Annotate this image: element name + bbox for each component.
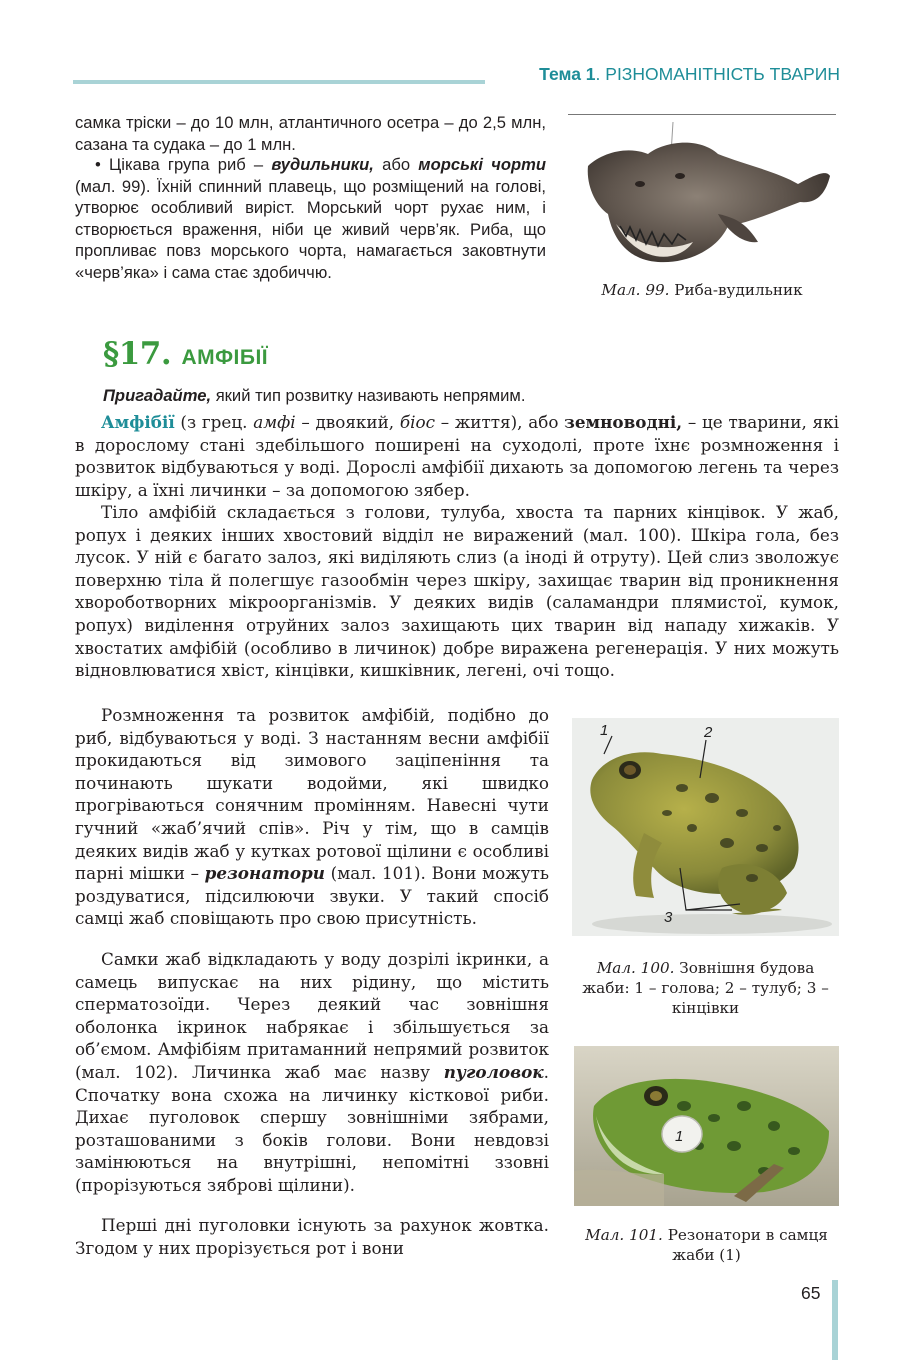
paragraph-text: (мал. 101). Вони можуть роздуватися, підсилюючи звуки. У такий спосіб самці жаб сповіщають про свою присутність. [75, 863, 549, 929]
topic-title: . РІЗНОМАНІТНІСТЬ ТВАРИН [595, 64, 840, 84]
term-sea-devils: морські чорти [418, 155, 546, 174]
greek-amphi: амфі [253, 412, 296, 432]
intro-text: (мал. 99). Їхній спинний плавець, що розміщений на голові, утворює особливий виріст. Морський чорт рухає ним, і створюється враження, ніби це живий черв’як. Риба, що пропливає повз морського чорта, намагається заковтнути «черв’яка» і сама стає здобиччю. [75, 176, 546, 282]
frog-structure-illustration [572, 718, 839, 936]
section-title: АМФІБІЇ [181, 346, 269, 369]
figure-99-caption [568, 280, 836, 300]
term-anglerfish: вудильники, [271, 155, 374, 174]
frog-marker-1: 1 [600, 722, 609, 739]
intro-paragraph-1: самка тріски – до 10 млн, атлантичного осетра – до 2,5 млн, сазана та судака – до 1 млн. [75, 113, 546, 154]
page-header [539, 64, 840, 85]
paragraph-text: Самки жаб відкладають у воду дозрілі ікринки, а самець випускає на них рідину, що містить сперматозоїди. Через деякий час зовнішня оболонка ікринок набрякає і збільшується за об’ємом. Амфібіям притаманний непрямий розвиток (мал. 102). Личинка жаб має назву [75, 949, 549, 1082]
paragraph-text: – двоякий, [295, 412, 400, 432]
paragraph-amphibians-definition [75, 411, 839, 501]
recall-prompt [103, 385, 843, 407]
frog-resonator-illustration [574, 1046, 839, 1206]
term-resonators: резонатори [204, 863, 325, 884]
paragraph-text: Розмноження та розвиток амфібій, подібно до риб, відбуваються у воді. З настанням весни амфібії прокидаються від зимового заціпеніння та починають шукати водойми, які швидко прогріваються сонячним промінням. Навесні чути гучний «жаб’ячий спів». Річ у тім, що в самців деяких видів жаб у кутках ротової щілини є особливі парні мішки – [75, 705, 549, 884]
page-number: 65 [801, 1283, 821, 1303]
figure-100-text: Зовнішня будова жаби: 1 – голова; 2 – тулуб; 3 – кінцівки [582, 959, 829, 1017]
topic-number: Тема 1 [539, 64, 596, 84]
paragraph-body-structure: Тіло амфібій складається з голови, тулуба, хвоста та парних кінцівок. У жаб, ропух і деяких інших хвостовий відділ не виражений (мал. 100). Шкіра гола, без лусок. У ній є багато залоз, які виділяють слиз (а іноді й отруту). Цей слиз зволожує поверхню тіла й полегшує газообмін через шкіру, захищає тварин від проникнення хвороботворних мікроорганізмів. У деяких видів (саламандри плямистої, кумок, ропух) виділення отруйних залоз захищають цих тварин від нападу хижаків. У хвостатих амфібій (особливо в личинок) добре виражена регенерація. У них можуть відновлюватися хвіст, кінцівки, кишківник, легені, очі тощо. [75, 502, 839, 681]
resonator-marker-1: 1 [675, 1128, 684, 1145]
term-amphibians: Амфібії [101, 412, 175, 432]
figure-101-frog-resonator-image [574, 1046, 839, 1206]
figure-99-label: Мал. 99. [601, 281, 670, 299]
paragraph-tadpoles: Перші дні пуголовки існують за рахунок жовтка. Згодом у них прорізується рот і вони [75, 1215, 549, 1258]
term-zemnovodni: земноводні, [564, 412, 683, 432]
paragraph-text: – це тварини, які в дорослому стані здебільшого поширені на суходолі, проте їхнє розмноження і розвиток відбуваються у воді. Дорослі амфібії дихають за допомогою легень та через шкіру, а їхні личинки – за допомогою зябер. [75, 412, 839, 500]
figure-100-frog-image [572, 718, 839, 936]
figure-100-label: Мал. 100. [596, 959, 675, 977]
figure-100-caption [572, 958, 839, 1018]
paragraph-text: – життя), або [434, 412, 565, 432]
frog-marker-3: 3 [664, 909, 673, 926]
figure-99-anglerfish-image [568, 114, 836, 274]
section-number: §17. [103, 336, 172, 372]
recall-label: Пригадайте, [103, 386, 212, 405]
section-heading [103, 336, 268, 372]
anglerfish-illustration [568, 114, 836, 274]
page-edge-bar [832, 1280, 838, 1360]
term-tadpole: пуголовок [443, 1061, 544, 1082]
intro-text: або [373, 155, 419, 174]
paragraph-reproduction [75, 704, 549, 930]
greek-bios: біос [399, 412, 435, 432]
recall-text: який тип розвитку називають непрямим. [211, 386, 526, 405]
paragraph-development [75, 948, 549, 1197]
header-rule [73, 80, 485, 84]
figure-101-text: Резонатори в самця жаби (1) [662, 1226, 828, 1264]
intro-paragraph-2 [75, 154, 546, 283]
figure-99-text: Риба-вудильник [669, 281, 803, 299]
paragraph-text: . Спочатку вона схожа на личинку кісткової риби. Дихає пуголовок спершу зовнішніми зябрами, розташованими з боків голови. Вони невдовзі замінюються на внутрішні, непомітні ззовні (прорізуються зяброві щілини). [75, 1061, 549, 1195]
intro-text: • Цікава група риб – [95, 155, 272, 174]
frog-marker-2: 2 [704, 724, 713, 741]
figure-101-label: Мал. 101. [585, 1226, 663, 1244]
figure-101-caption [574, 1225, 839, 1265]
paragraph-text: (з грец. [174, 412, 254, 432]
